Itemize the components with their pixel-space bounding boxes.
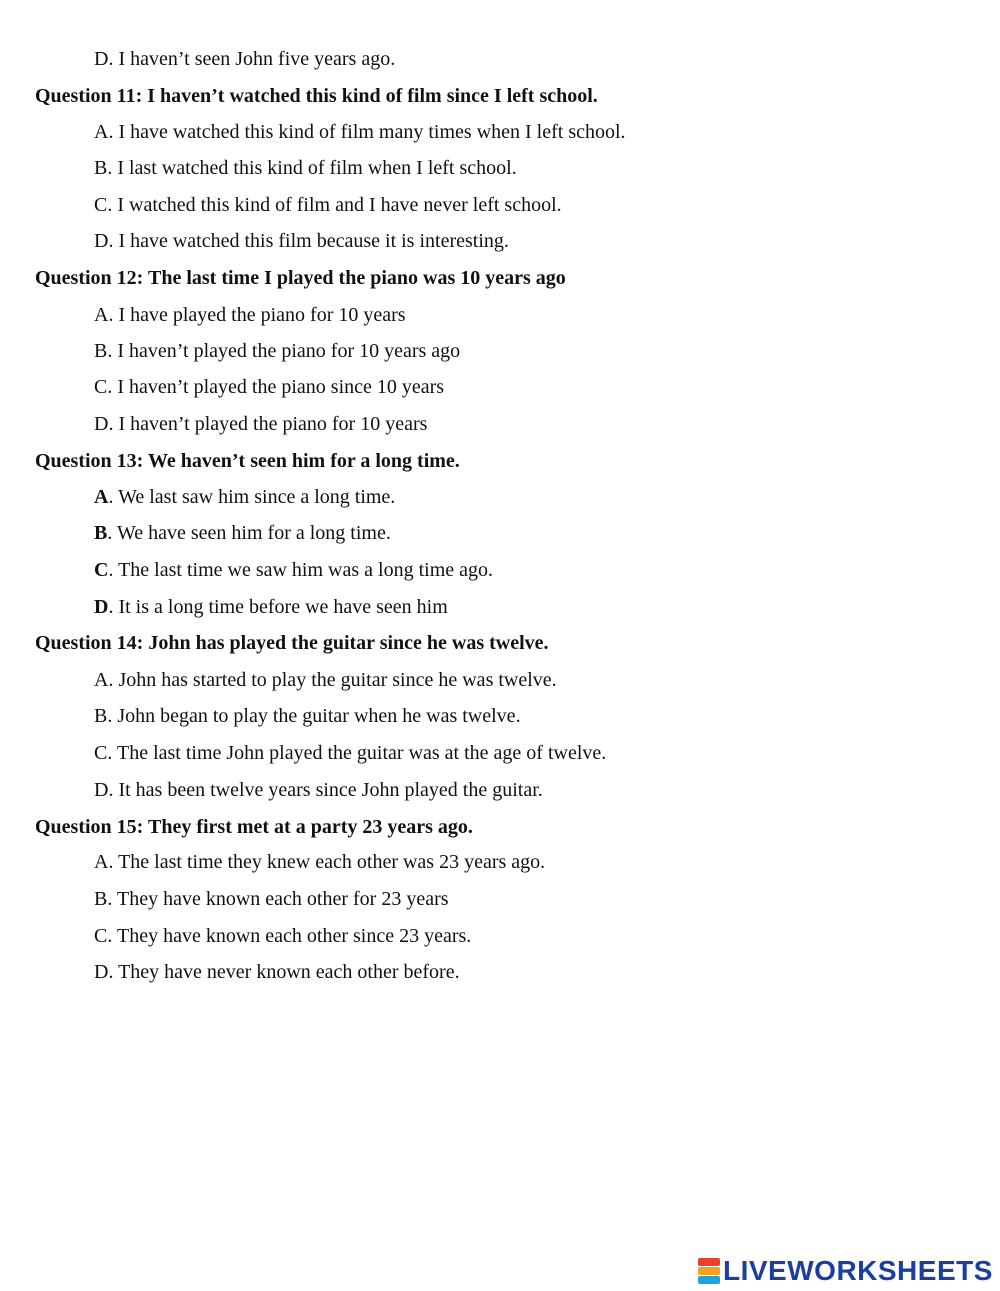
liveworksheets-logo-icon [698,1258,720,1284]
logo-block-red [698,1258,720,1266]
answer-option: C. The last time John played the guitar was at the age of twelve. [94,742,607,764]
answer-option [94,595,448,619]
logo-block-blue [698,1276,720,1284]
answer-option: B. I last watched this kind of film when I left school. [94,157,517,179]
option-letter: A [94,486,109,508]
logo-block-orange [698,1267,720,1275]
answer-option: D. It has been twelve years since John played the guitar. [94,779,543,801]
option-letter: D [94,596,109,618]
answer-option: C. I haven’t played the piano since 10 years [94,376,445,398]
option-letter: C [94,559,109,581]
answer-option: A. I have watched this kind of film many times when I left school. [94,121,626,143]
answer-option: B. John began to play the guitar when he was twelve. [94,705,521,727]
answer-option [94,558,493,582]
question-heading: Question 14: John has played the guitar since he was twelve. [35,632,549,654]
answer-option: A. John has started to play the guitar since he was twelve. [94,669,557,691]
question-heading: Question 11: I haven’t watched this kind of film since I left school. [35,85,598,107]
answer-option [94,521,391,545]
answer-option: C. They have known each other since 23 years. [94,925,472,947]
question-heading: Question 12: The last time I played the piano was 10 years ago [35,267,566,289]
answer-option: A. I have played the piano for 10 years [94,304,406,326]
answer-option: D. I haven’t seen John five years ago. [94,48,396,70]
answer-option: B. I haven’t played the piano for 10 years ago [94,340,461,362]
option-text: . We have seen him for a long time. [107,522,391,544]
option-text: . We last saw him since a long time. [108,486,396,508]
answer-option: A. The last time they knew each other was 23 years ago. [94,851,546,873]
option-text: . It is a long time before we have seen him [108,596,448,618]
answer-option: D. I haven’t played the piano for 10 years [94,413,428,435]
question-heading: Question 13: We haven’t seen him for a long time. [35,450,460,472]
answer-option [94,485,395,509]
answer-option: D. They have never known each other before. [94,961,460,983]
answer-option: C. I watched this kind of film and I have never left school. [94,194,562,216]
option-letter: B [94,522,108,544]
liveworksheets-logo-text: LIVEWORKSHEETS [723,1255,993,1286]
option-text: . The last time we saw him was a long time ago. [108,559,494,581]
question-heading: Question 15: They first met at a party 23 years ago. [35,816,473,838]
answer-option: D. I have watched this film because it is interesting. [94,230,509,252]
answer-option: B. They have known each other for 23 years [94,888,449,910]
liveworksheets-logo [698,1255,993,1287]
